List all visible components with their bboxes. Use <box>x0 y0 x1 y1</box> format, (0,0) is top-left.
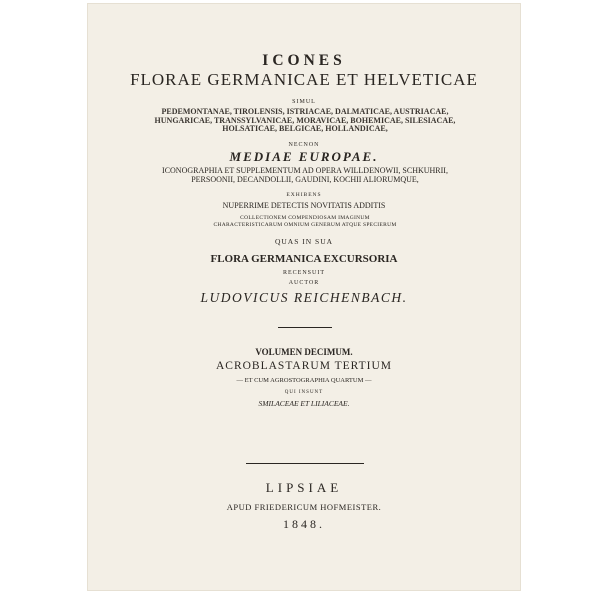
divider-rule-lower <box>246 463 364 464</box>
text-exhibens: EXHIBENS <box>286 192 322 198</box>
text-simul: SIMUL <box>292 99 316 105</box>
imprint-publisher: APUD FRIEDERICUM HOFMEISTER. <box>226 502 382 512</box>
text-recensuit: RECENSUIT <box>283 270 325 276</box>
text-quas-in-sua: QUAS IN SUA <box>274 237 334 246</box>
imprint-year: 1848. <box>283 517 325 531</box>
author-name: LUDOVICUS REICHENBACH. <box>200 290 408 305</box>
text-volumen: VOLUMEN DECIMUM. <box>255 347 353 357</box>
title-mediae-europae: MEDIAE EUROPAE. <box>229 149 379 164</box>
title-page <box>88 4 520 590</box>
text-qui-insunt: QUI INSUNT <box>284 390 324 395</box>
text-necnon: NECNON <box>288 142 320 148</box>
imprint-city: LIPSIAE <box>265 480 343 495</box>
text-agrostographia: — ET CUM AGROSTOGRAPHIA QUARTUM — <box>236 377 372 384</box>
text-smilaceae: SMILACEAE ET LILIACEAE. <box>258 399 350 408</box>
text-provinces: PEDEMONTANAE, TIROLENSIS, ISTRIACAE, DALMATICAE, AUSTRIACAE, HUNGARICAE, TRANSSYLVANICAE, MORAVICAE, BOHEMICAE, SILESIACAE, HOLSATICAE, BELGICAE, HOLLANDICAE, <box>154 107 456 133</box>
text-auctor: AUCTOR <box>288 280 320 286</box>
divider-rule-upper <box>278 327 332 328</box>
title-icones: ICONES <box>262 52 346 69</box>
text-nuperrime: NUPERRIME DETECTIS NOVITATIS ADDITIS <box>222 201 386 210</box>
title-flora-germanica: FLORA GERMANICA EXCURSORIA <box>210 253 398 265</box>
text-collectionem: COLLECTIONEM COMPENDIOSAM IMAGINUM CHARACTERISTICARUM OMNIUM GENERUM ATQUE SPECIERUM <box>213 215 397 228</box>
title-florae: FLORAE GERMANICAE ET HELVETICAE <box>130 70 478 89</box>
title-acroblastarum: ACROBLASTARUM TERTIUM <box>215 360 393 372</box>
text-iconographia: ICONOGRAPHIA ET SUPPLEMENTUM AD OPERA WILLDENOWII, SCHKUHRII, PERSOONII, DECANDOLLII, GAUDINI, KOCHII ALIORUMQUE, <box>162 166 448 184</box>
